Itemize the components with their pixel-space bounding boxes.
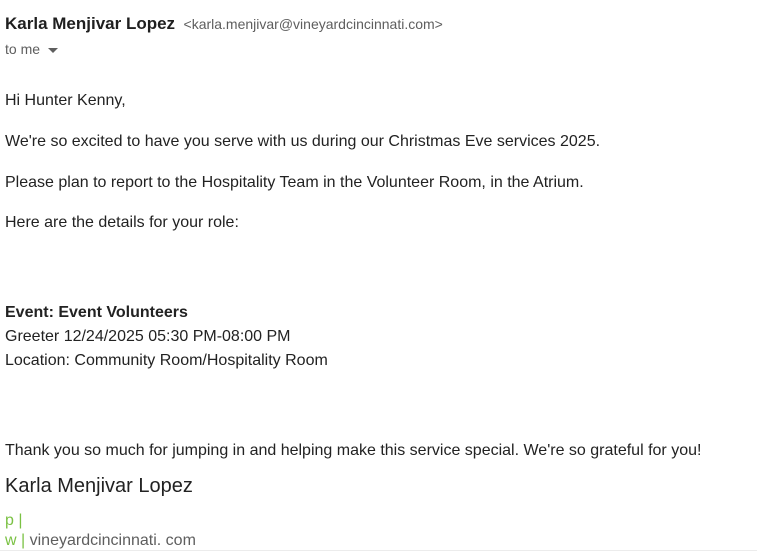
closing-paragraph: Thank you so much for jumping in and helping make this service special. We're so grateful for you! (5, 442, 702, 459)
event-label: Event: Event Volunteers (5, 304, 188, 321)
sender-line (5, 13, 443, 36)
sender-email: <karla.menjivar@vineyardcincinnati.com> (183, 16, 443, 32)
recipient-label: to me (5, 41, 41, 57)
paragraph-intro: We're so excited to have you serve with us during our Christmas Eve services 2025. (5, 133, 601, 150)
paragraph-details: Here are the details for your role: (5, 214, 239, 231)
paragraph-report: Please plan to report to the Hospitality Team in the Volunteer Room, in the Atrium. (5, 174, 584, 191)
location-line: Location: Community Room/Hospitality Room (5, 352, 328, 369)
signature-website-link[interactable]: vineyardcincinnati. com (29, 532, 196, 549)
chevron-down-icon[interactable] (48, 48, 58, 53)
divider (0, 550, 757, 551)
role-line: Greeter 12/24/2025 05:30 PM-08:00 PM (5, 328, 291, 345)
signature-web-line (5, 531, 196, 551)
sender-name[interactable]: Karla Menjivar Lopez (5, 14, 176, 33)
signature-name: Karla Menjivar Lopez (5, 475, 193, 497)
greeting: Hi Hunter Kenny, (5, 92, 126, 109)
signature-phone-label: p | (5, 512, 23, 529)
signature-web-label: w | (5, 532, 26, 549)
recipient-details-toggle[interactable] (5, 39, 58, 59)
